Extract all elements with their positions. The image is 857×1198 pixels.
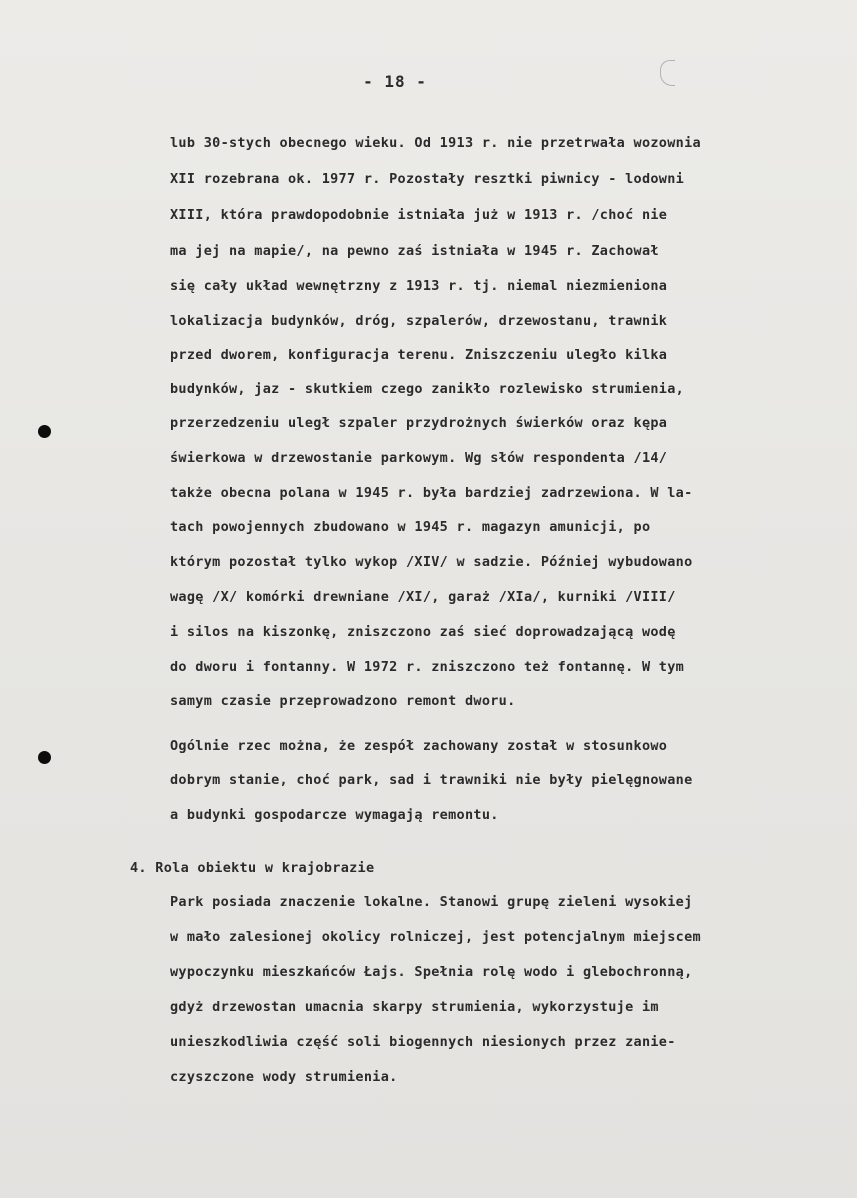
pencil-mark [660,60,675,86]
text-line: do dworu i fontanny. W 1972 r. zniszczono też fontannę. W tym [170,659,685,675]
text-line: XIII, która prawdopodobnie istniała już w 1913 r. /choć nie [170,207,668,223]
text-line: świerkowa w drzewostanie parkowym. Wg słów respondenta /14/ [170,450,668,466]
text-line: przerzedzeniu uległ szpaler przydrożnych świerków oraz kępa [170,415,668,431]
text-line: Park posiada znaczenie lokalne. Stanowi grupę zieleni wysokiej [170,894,693,910]
page-number: - 18 - [363,72,427,91]
punch-hole [38,751,51,764]
text-line: także obecna polana w 1945 r. była bardziej zadrzewiona. W la- [170,485,693,501]
text-line: tach powojennych zbudowano w 1945 r. magazyn amunicji, po [170,519,651,535]
text-line: lub 30-stych obecnego wieku. Od 1913 r. nie przetrwała wozownia [170,135,701,151]
text-line: czyszczone wody strumienia. [170,1069,398,1085]
text-line: a budynki gospodarcze wymagają remontu. [170,807,499,823]
text-line: budynków, jaz - skutkiem czego zanikło rozlewisko strumienia, [170,381,685,397]
punch-hole [38,425,51,438]
text-line: i silos na kiszonkę, zniszczono zaś sieć doprowadzającą wodę [170,624,676,640]
text-line: unieszkodliwia część soli biogennych niesionych przez zanie- [170,1034,676,1050]
text-line: którym pozostał tylko wykop /XIV/ w sadzie. Później wybudowano [170,554,693,570]
text-line: Ogólnie rzec można, że zespół zachowany został w stosunkowo [170,738,668,754]
text-line: gdyż drzewostan umacnia skarpy strumienia, wykorzystuje im [170,999,659,1015]
section-heading: 4. Rola obiektu w krajobrazie [130,860,375,876]
text-line: samym czasie przeprowadzono remont dworu. [170,693,516,709]
text-line: XII rozebrana ok. 1977 r. Pozostały resztki piwnicy - lodowni [170,171,685,187]
text-line: przed dworem, konfiguracja terenu. Zniszczeniu uległo kilka [170,347,668,363]
text-line: wypoczynku mieszkańców Łajs. Spełnia rolę wodo i glebochronną, [170,964,693,980]
text-line: lokalizacja budynków, dróg, szpalerów, drzewostanu, trawnik [170,313,668,329]
text-line: wagę /X/ komórki drewniane /XI/, garaż /XIa/, kurniki /VIII/ [170,589,676,605]
text-line: ma jej na mapie/, na pewno zaś istniała w 1945 r. Zachował [170,243,659,259]
text-line: dobrym stanie, choć park, sad i trawniki nie były pielęgnowane [170,772,693,788]
text-line: w mało zalesionej okolicy rolniczej, jest potencjalnym miejscem [170,929,701,945]
text-line: się cały układ wewnętrzny z 1913 r. tj. niemal niezmieniona [170,278,668,294]
